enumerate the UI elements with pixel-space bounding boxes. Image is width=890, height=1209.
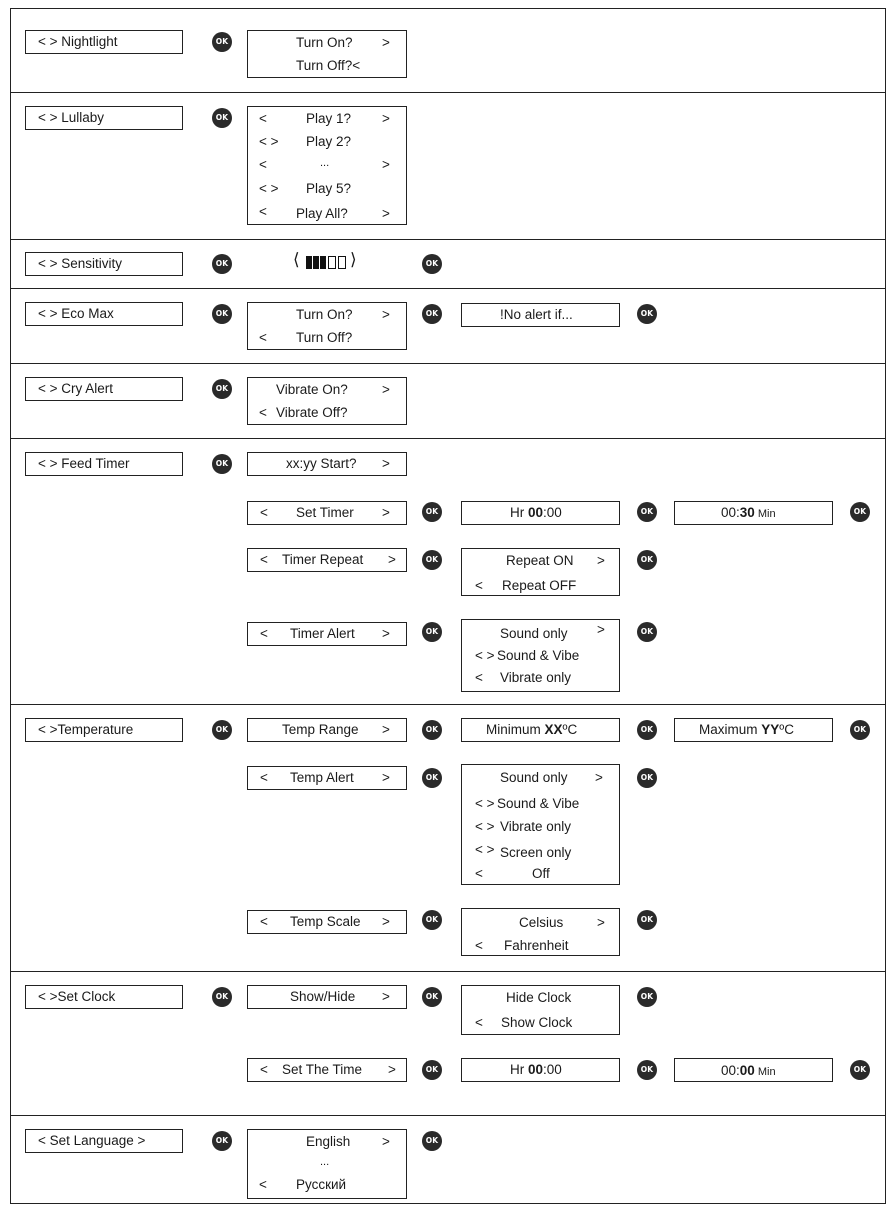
nightlight-options [247,30,407,78]
arrow-right-icon: > [382,206,390,221]
ok-button-icon: OK [422,910,442,930]
menu-item-set-language[interactable] [25,1129,183,1153]
eco-max-options [247,302,407,350]
set-time-label: Set The Time [282,1062,363,1077]
option-play-all: Play All? [296,206,348,221]
option-turn-off: Turn Off? [296,330,353,345]
temp-alert-options [461,764,620,885]
ok-button-icon: OK [637,768,657,788]
timer-repeat-item [247,548,407,572]
show-hide-label: Show/Hide [290,989,356,1004]
option-start: xx:yy Start? [286,456,357,471]
option-repeat-on: Repeat ON [506,553,574,568]
arrow-left-icon: < [259,157,267,172]
arrow-both-icon: < > [475,819,495,834]
menu-item-set-clock[interactable] [25,985,183,1009]
arrow-right-icon: > [382,770,390,785]
option-off: Off [532,866,550,881]
arrow-both-icon: < > [259,134,279,149]
arrow-both-icon: < > [475,796,495,811]
option-turn-off: Turn Off?< [296,58,361,73]
temp-scale-item [247,910,407,934]
option-show-clock: Show Clock [501,1015,573,1030]
timer-repeat-options [461,548,620,596]
menu-item-label: < Set Language > [38,1133,146,1148]
ok-button-icon: OK [637,502,657,522]
ok-button-icon: OK [212,720,232,740]
ok-button-icon: OK [637,987,657,1007]
section-divider [10,92,886,93]
section-divider [10,704,886,705]
arrow-right-icon: > [597,622,605,637]
option-ellipsis: ... [320,157,330,169]
ok-button-icon: OK [212,1131,232,1151]
ok-button-icon: OK [422,1131,442,1151]
option-vibrate-off: Vibrate Off? [276,405,348,420]
timer-minutes-field [674,501,833,525]
ok-button-icon: OK [850,1060,870,1080]
option-repeat-off: Repeat OFF [502,578,577,593]
meter-segment-filled [306,256,312,269]
clock-hours-field [461,1058,620,1082]
arrow-right-icon: > [382,505,390,520]
arrow-right-icon: > [382,722,390,737]
meter-bracket-left: ⟨ [293,250,300,269]
menu-item-nightlight[interactable] [25,30,183,54]
ok-button-icon: OK [850,502,870,522]
section-divider [10,288,886,289]
hours-display: Hr 00:00 [510,505,562,520]
temp-range-label: Temp Range [282,722,359,737]
menu-item-label: < > Sensitivity [38,256,123,271]
no-alert-note: !No alert if... [500,307,573,322]
arrow-left-icon: < [260,1062,268,1077]
cry-alert-options [247,377,407,425]
temp-alert-label: Temp Alert [290,770,354,785]
ok-button-icon: OK [422,550,442,570]
menu-item-label: < >Temperature [38,722,134,737]
option-english: English [306,1134,351,1149]
option-screen-only: Screen only [500,845,572,860]
ok-button-icon: OK [212,254,232,274]
ok-button-icon: OK [422,768,442,788]
menu-item-lullaby[interactable] [25,106,183,130]
arrow-right-icon: > [382,307,390,322]
section-divider [10,1115,886,1116]
menu-item-temperature[interactable] [25,718,183,742]
menu-item-sensitivity[interactable] [25,252,183,276]
option-play-5: Play 5? [306,181,352,196]
lullaby-options [247,106,407,225]
ok-button-icon: OK [212,987,232,1007]
arrow-right-icon: > [382,382,390,397]
ok-button-icon: OK [212,108,232,128]
option-sound-and-vibe: Sound & Vibe [497,796,580,811]
menu-item-label: < > Feed Timer [38,456,130,471]
option-turn-on: Turn On? [296,35,353,50]
menu-diagram-frame [10,8,886,1204]
temp-maximum-field [674,718,833,742]
option-play-1: Play 1? [306,111,352,126]
arrow-left-icon: < [475,938,483,953]
minutes-display: 00:00 Min [721,1063,776,1078]
arrow-right-icon: > [388,552,396,567]
arrow-both-icon: < > [259,181,279,196]
arrow-right-icon: > [382,1134,390,1149]
arrow-left-icon: < [475,670,483,685]
clock-minutes-field [674,1058,833,1082]
ok-button-icon: OK [637,304,657,324]
option-play-2: Play 2? [306,134,352,149]
temp-alert-item [247,766,407,790]
option-vibrate-on: Vibrate On? [276,382,348,397]
section-divider [10,239,886,240]
meter-segment-empty [338,256,346,269]
ok-button-icon: OK [422,304,442,324]
timer-alert-item [247,622,407,646]
ok-button-icon: OK [637,622,657,642]
language-options [247,1129,407,1199]
ok-button-icon: OK [422,254,442,274]
set-timer-label: Set Timer [296,505,354,520]
option-sound-only: Sound only [500,626,568,641]
ok-button-icon: OK [212,454,232,474]
set-timer-item [247,501,407,525]
section-divider [10,438,886,439]
ok-button-icon: OK [850,720,870,740]
option-vibrate-only: Vibrate only [500,819,572,834]
ok-button-icon: OK [422,720,442,740]
option-sound-and-vibe: Sound & Vibe [497,648,580,663]
option-ellipsis: ... [320,1156,330,1168]
timer-alert-label: Timer Alert [290,626,355,641]
arrow-left-icon: < [259,204,267,219]
set-time-item [247,1058,407,1082]
arrow-left-icon: < [259,1177,267,1192]
temp-range-item [247,718,407,742]
temp-scale-label: Temp Scale [290,914,361,929]
show-hide-options [461,985,620,1035]
temp-minimum-field [461,718,620,742]
timer-alert-options [461,619,620,692]
arrow-left-icon: < [260,626,268,641]
menu-item-cry-alert[interactable] [25,377,183,401]
minimum-display: Minimum XXºC [486,722,578,737]
arrow-left-icon: < [475,866,483,881]
menu-item-label: < >Set Clock [38,989,116,1004]
arrow-right-icon: > [597,915,605,930]
menu-item-label: < > Eco Max [38,306,114,321]
ok-button-icon: OK [212,304,232,324]
ok-button-icon: OK [422,622,442,642]
menu-item-eco-max[interactable] [25,302,183,326]
ok-button-icon: OK [212,379,232,399]
arrow-left-icon: < [260,505,268,520]
eco-max-note [461,303,620,327]
maximum-display: Maximum YYºC [699,722,794,737]
meter-segment-empty [328,256,336,269]
meter-segment-filled [313,256,319,269]
arrow-right-icon: > [382,157,390,172]
option-sound-only: Sound only [500,770,568,785]
arrow-both-icon: < > [475,842,495,857]
arrow-right-icon: > [382,914,390,929]
arrow-left-icon: < [260,914,268,929]
ok-button-icon: OK [637,720,657,740]
show-hide-item [247,985,407,1009]
ok-button-icon: OK [422,987,442,1007]
menu-item-label: < > Cry Alert [38,381,114,396]
arrow-both-icon: < > [475,648,495,663]
menu-item-feed-timer[interactable] [25,452,183,476]
arrow-left-icon: < [475,578,483,593]
option-vibrate-only: Vibrate only [500,670,572,685]
timer-hours-field [461,501,620,525]
ok-button-icon: OK [637,910,657,930]
menu-item-label: < > Nightlight [38,34,118,49]
section-divider [10,971,886,972]
hours-display: Hr 00:00 [510,1062,562,1077]
arrow-right-icon: > [382,989,390,1004]
option-russian: Русский [296,1177,347,1192]
section-divider [10,363,886,364]
arrow-left-icon: < [475,1015,483,1030]
option-hide-clock: Hide Clock [506,990,572,1005]
temp-scale-options [461,908,620,956]
arrow-right-icon: > [382,456,390,471]
ok-button-icon: OK [422,502,442,522]
minutes-display: 00:30 Min [721,505,776,520]
ok-button-icon: OK [637,1060,657,1080]
ok-button-icon: OK [422,1060,442,1080]
feed-timer-start [247,452,407,476]
ok-button-icon: OK [212,32,232,52]
arrow-left-icon: < [259,111,267,126]
arrow-left-icon: < [259,330,267,345]
option-fahrenheit: Fahrenheit [504,938,569,953]
arrow-left-icon: < [260,552,268,567]
meter-segment-filled [320,256,326,269]
arrow-right-icon: > [382,626,390,641]
arrow-right-icon: > [595,770,603,785]
option-celsius: Celsius [519,915,564,930]
arrow-right-icon: > [382,111,390,126]
ok-button-icon: OK [637,550,657,570]
arrow-right-icon: > [388,1062,396,1077]
arrow-right-icon: > [382,35,390,50]
option-turn-on: Turn On? [296,307,353,322]
arrow-left-icon: < [259,405,267,420]
arrow-left-icon: < [260,770,268,785]
meter-bracket-right: ⟩ [350,250,357,269]
menu-item-label: < > Lullaby [38,110,105,125]
arrow-right-icon: > [597,553,605,568]
timer-repeat-label: Timer Repeat [282,552,364,567]
